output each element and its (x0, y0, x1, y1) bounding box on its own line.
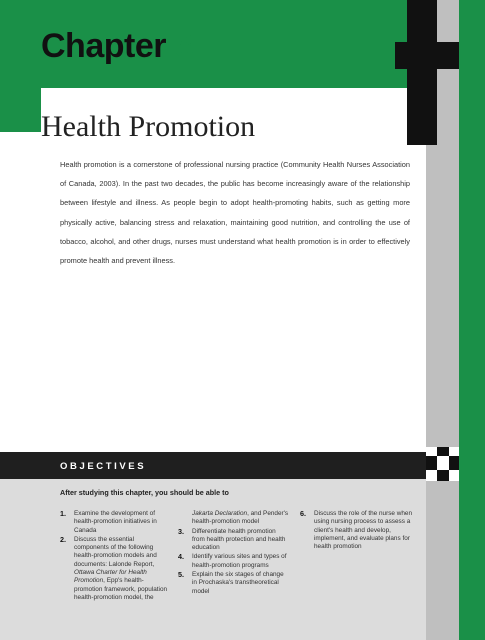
item-number: 1. (60, 509, 66, 518)
objectives-column-1 (60, 510, 168, 603)
green-side-column (459, 0, 485, 640)
list-item-continued (178, 510, 290, 527)
objectives-lead: After studying this chapter, you should be able to (60, 488, 229, 497)
item-number: 6. (300, 509, 306, 518)
item-number: 3. (178, 526, 184, 536)
list-item (60, 536, 168, 602)
item-text: , and Pender's health-promotion model (192, 510, 289, 526)
objectives-column-3 (300, 510, 414, 552)
item-text: Discuss the essential components of the following health-promotion models and documents: Lalonde Report, (74, 535, 157, 568)
chapter-word: Chapter (41, 27, 166, 65)
objectives-heading: OBJECTIVES (60, 461, 147, 472)
cross-vertical-bar (407, 0, 437, 145)
page-title: Health Promotion (41, 110, 256, 143)
chapter-heading (41, 27, 193, 66)
item-text: Discuss the role of the nurse when using nursing process to assess a client's health and develop, implement, and evaluate plans for health promotion (314, 510, 413, 551)
list-item (178, 571, 290, 596)
item-number: 2. (60, 534, 66, 544)
list-item (178, 528, 290, 553)
list-item (300, 510, 414, 551)
list-item (178, 553, 290, 570)
item-text: , Epp's health-promotion framework, population health-promotion model, the (74, 577, 168, 601)
item-number: 4. (178, 552, 184, 562)
item-text: Explain the six stages of change in Prochaska's transtheoretical model (192, 571, 284, 595)
chapter-number: 8 (174, 27, 194, 65)
plus-icon-center (437, 456, 449, 470)
cross-horizontal-bar (395, 42, 459, 69)
item-text: Identify various sites and types of health-promotion programs (192, 553, 287, 569)
item-number: 5. (178, 570, 184, 580)
item-text-italic: Ottawa Charter for Health Promotion (74, 569, 147, 585)
intro-paragraph: Health promotion is a cornerstone of professional nursing practice (Community Health Nurses Association of Canada, 2003). In the past two decades, the public has become increasingly aware of the relationship between lifestyle and illness. As people begin to adopt health-promoting habits, such as getting more physically active, balancing stress and relaxation, maintaining good nutrition, and controlling the use of tobacco, alcohol, and other drugs, nurses must understand what health promotion is in order to effectively promote health and prevent illness. (60, 160, 410, 266)
item-text: Examine the development of health-promotion initiatives in Canada (74, 510, 157, 534)
item-text: Differentiate health promotion from health protection and health education (192, 527, 286, 552)
objectives-column-2 (178, 510, 290, 597)
list-item (60, 510, 168, 535)
item-text-italic: Jakarta Declaration (192, 510, 248, 517)
